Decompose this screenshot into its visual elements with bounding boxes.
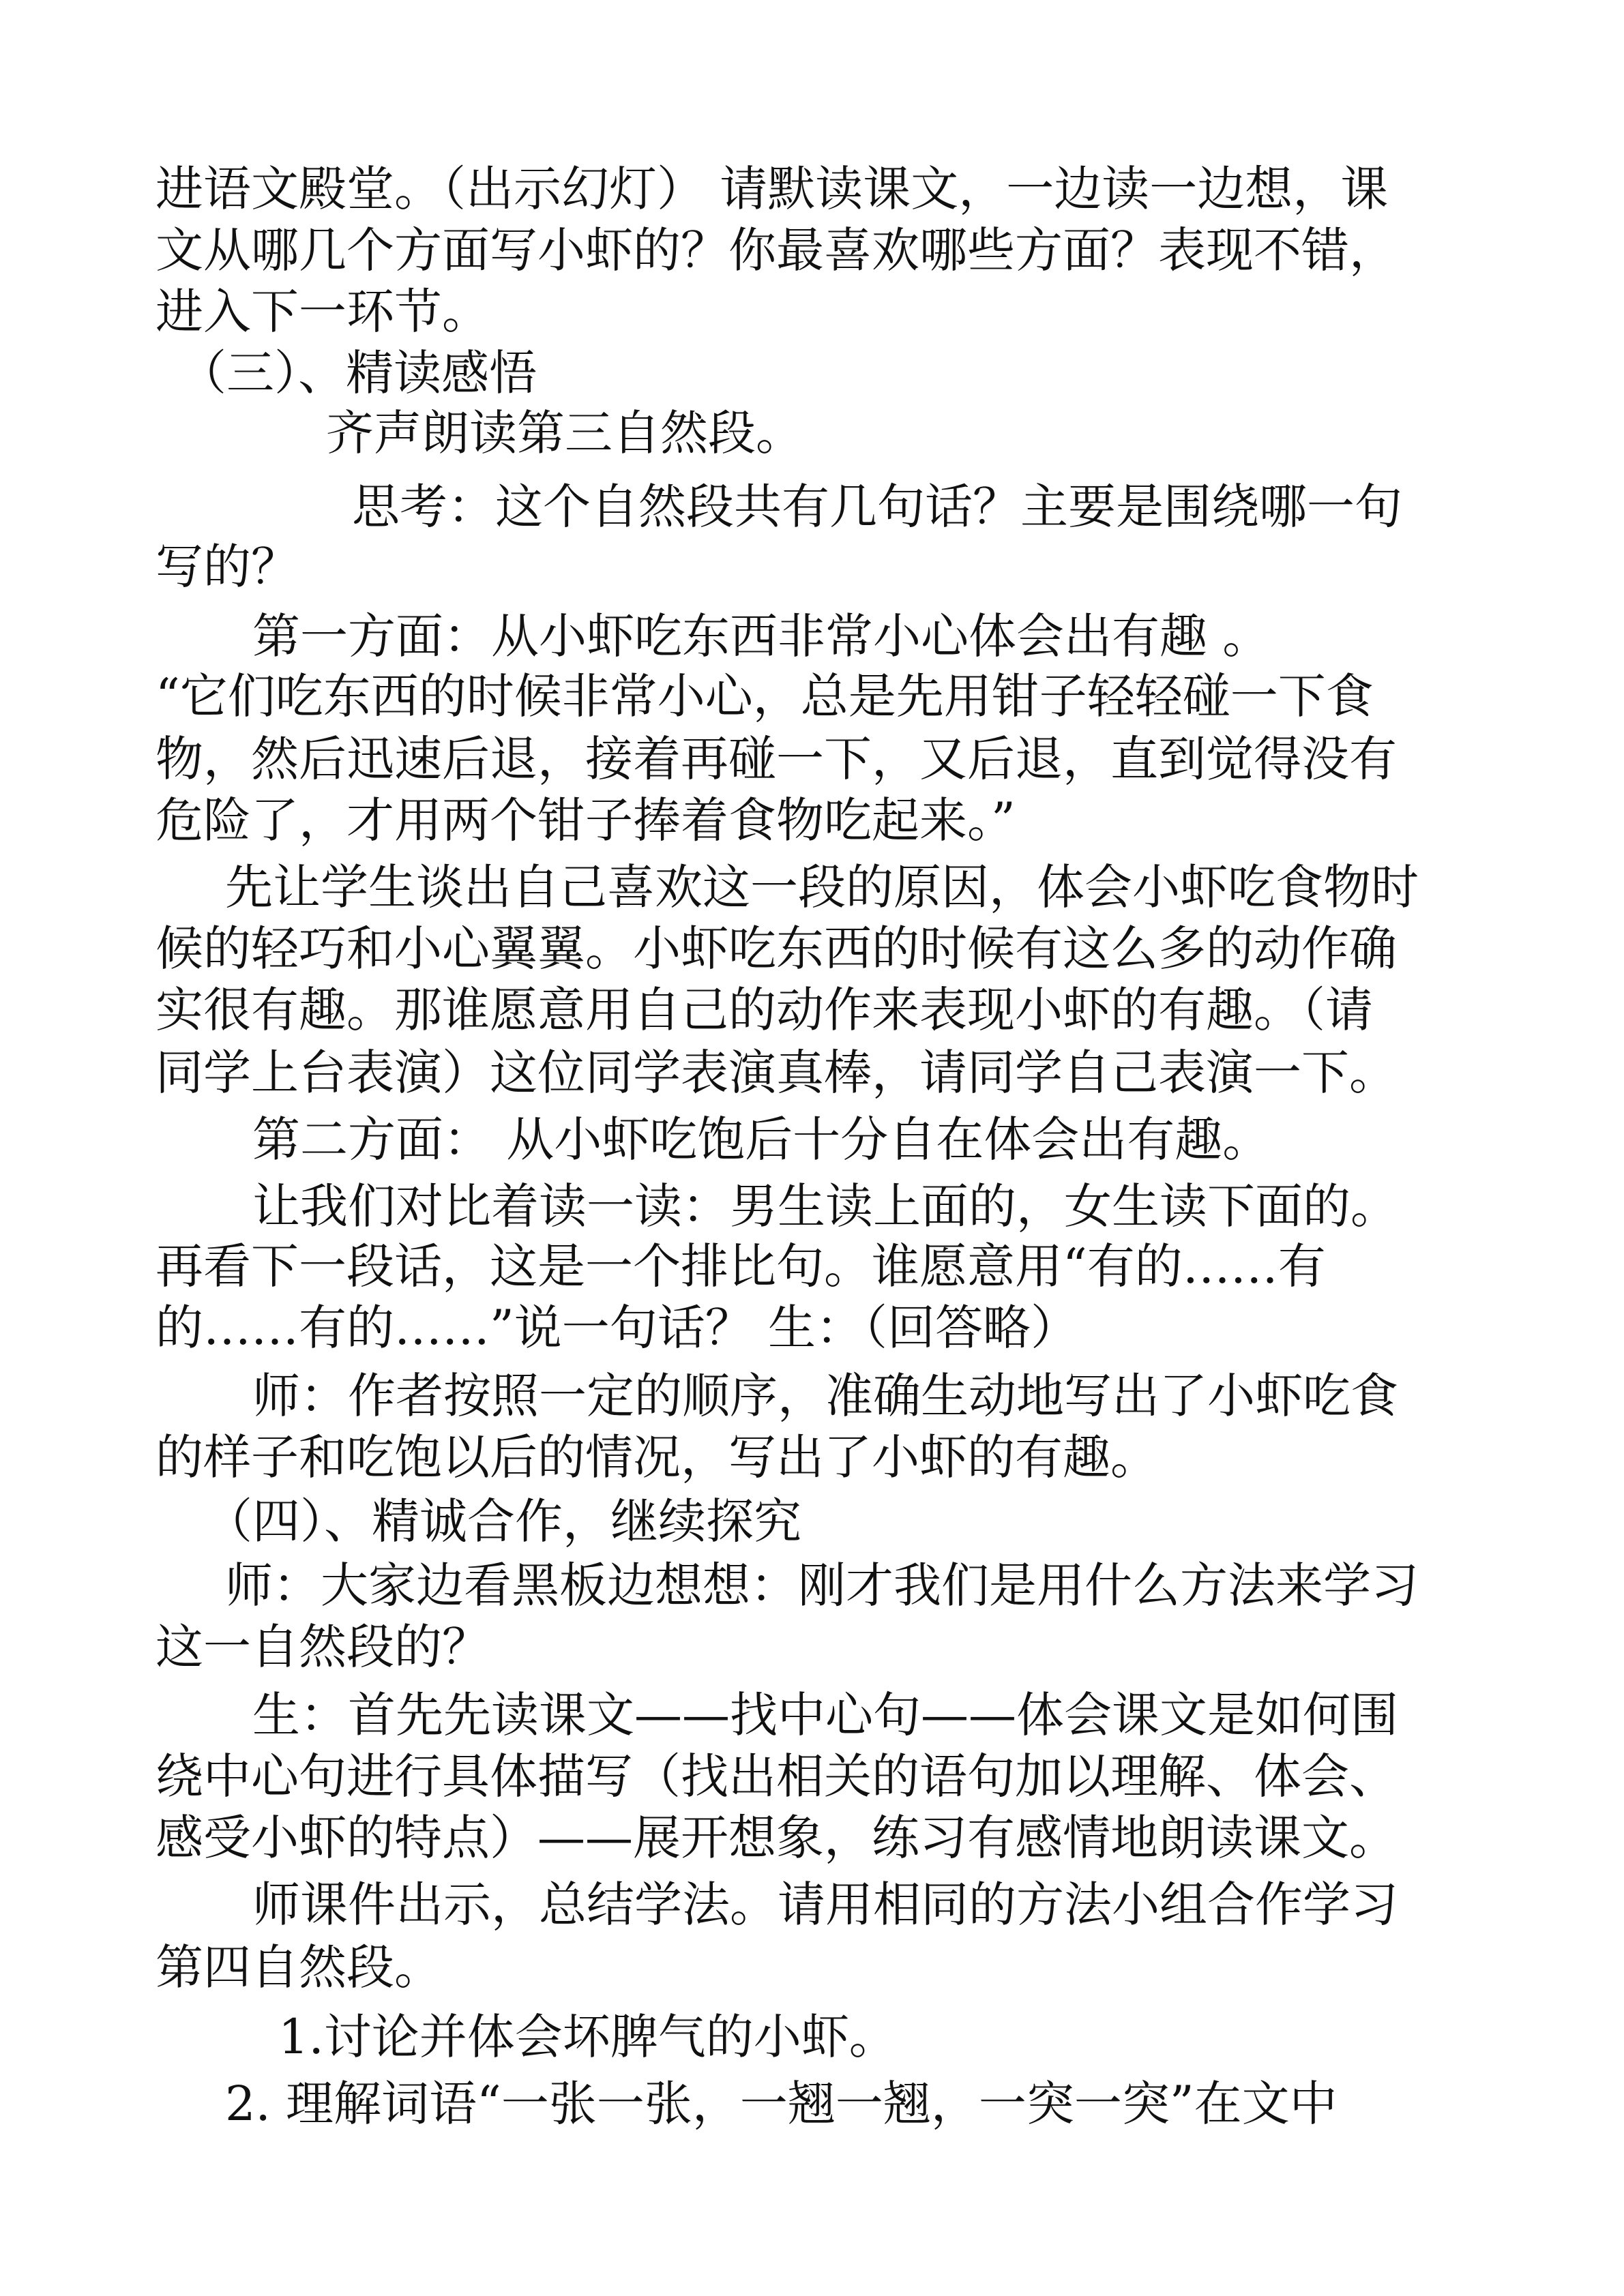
list-item: 2. 理解词语“一张一张，一翘一翘，一突一突”在文中	[225, 2076, 1338, 2132]
text-line: 第二方面： 从小虾吃饱后十分自在体会出有趣。	[252, 1112, 1271, 1167]
text-line: 生：首先先读课文——找中心句——体会课文是如何围	[252, 1687, 1398, 1743]
text-line: “它们吃东西的时候非常小心，总是先用钳子轻轻碰一下食	[156, 668, 1374, 724]
text-line: 文从哪几个方面写小虾的？你最喜欢哪些方面？表现不错，	[156, 222, 1397, 278]
text-line: 绕中心句进行具体描写（找出相关的语句加以理解、体会、	[156, 1748, 1397, 1804]
text-line: 这一自然段的？	[156, 1619, 490, 1675]
text-line: 候的轻巧和小心翼翼。小虾吃东西的时候有这么多的动作确	[156, 921, 1397, 976]
text-line: 师：大家边看黑板边想想：刚才我们是用什么方法来学习	[225, 1557, 1419, 1613]
text-line: 的……有的……”说一句话？ 生：（回答略）	[156, 1300, 1079, 1356]
text-line: 再看下一段话，这是一个排比句。谁愿意用“有的……有	[156, 1238, 1326, 1294]
text-line: 先让学生谈出自己喜欢这一段的原因，体会小虾吃食物时	[225, 859, 1419, 915]
text-line: 同学上台表演）这位同学表演真棒，请同学自己表演一下。	[156, 1045, 1397, 1101]
section-heading: （三）、精读感悟	[179, 345, 537, 401]
text-line: 师课件出示，总结学法。请用相同的方法小组合作学习	[252, 1877, 1398, 1933]
text-line: 齐声朗读第三自然段。	[326, 405, 803, 461]
text-line: 物，然后迅速后退，接着再碰一下，又后退，直到觉得没有	[156, 731, 1397, 787]
text-line: 进语文殿堂。（出示幻灯） 请默读课文，一边读一边想，课	[156, 161, 1389, 217]
list-item: 1.讨论并体会坏脾气的小虾。	[278, 2009, 897, 2065]
text-line: 第四自然段。	[156, 1939, 442, 1995]
text-line: 感受小虾的特点）——展开想象，练习有感情地朗读课文。	[156, 1810, 1397, 1866]
text-line: 师：作者按照一定的顺序，准确生动地写出了小虾吃食	[252, 1368, 1398, 1424]
text-line: 实很有趣。那谁愿意用自己的动作来表现小虾的有趣。（请	[156, 982, 1373, 1038]
text-line: 的样子和吃饱以后的情况，写出了小虾的有趣。	[156, 1429, 1158, 1485]
text-line: 让我们对比着读一读：男生读上面的，女生读下面的。	[252, 1178, 1398, 1234]
text-line: 第一方面：从小虾吃东西非常小心体会出有趣 。	[252, 608, 1271, 664]
text-line: 写的？	[156, 539, 299, 595]
text-line: 思考：这个自然段共有几句话？主要是围绕哪一句	[352, 479, 1402, 535]
section-heading: （四）、精诚合作，继续探究	[205, 1493, 801, 1549]
text-line: 进入下一环节。	[156, 284, 490, 340]
text-line: 危险了，才用两个钳子捧着食物吃起来。”	[156, 792, 1016, 848]
